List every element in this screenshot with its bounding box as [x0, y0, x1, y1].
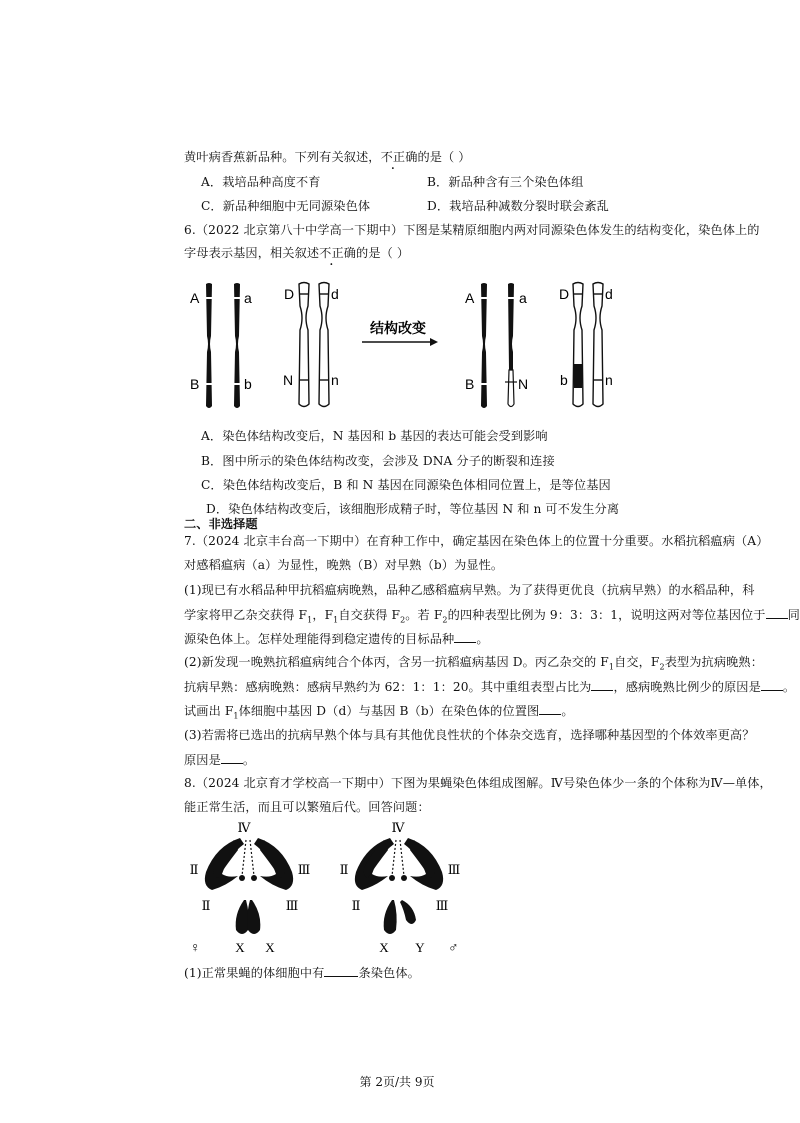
gene-label-n-after: n — [605, 372, 613, 388]
q6-stem-line1: 6.（2022 北京第八十中学高一下期中）下图是某精原细胞内两对同源染色体发生的结构变化，染色体上的 — [184, 223, 760, 237]
gene-label-b: b — [244, 376, 252, 392]
answer-blank[interactable] — [221, 751, 243, 764]
gene-label-B: B — [190, 376, 200, 392]
chromosome-pair-dn-before — [299, 283, 329, 407]
q7-line4: 学家将甲乙杂交获得 $F_1$，$F_1$自交获得 $F_2$。若 $F_2$的四种表型比例为 9：3：3：1，说明这两对等位基因位于 同 — [184, 608, 800, 625]
answer-blank[interactable] — [539, 702, 561, 715]
q5-option-c: C．新品种细胞中无同源染色体 — [201, 199, 371, 213]
q7-line6: (2)新发现一晚熟抗稻瘟病纯合个体丙，含另一抗稻瘟病基因 D。丙乙杂交的 $F_1$自交，$F_2$表型为抗病晚熟： — [184, 655, 763, 672]
gene-label-D: D — [284, 286, 295, 302]
gene-label-A: A — [190, 290, 200, 306]
q8-line2: 能正常生活，而且可以繁殖后代。回答问题： — [184, 800, 430, 814]
male-symbol: ♂ — [448, 941, 459, 956]
label-iv: Ⅳ — [237, 820, 251, 835]
male-chromosome-set — [340, 820, 461, 956]
answer-blank[interactable] — [324, 964, 358, 977]
q6-option-b: B．图中所示的染色体结构改变，会涉及 DNA 分子的断裂和连接 — [201, 454, 555, 468]
gene-label-A-after: A — [465, 290, 475, 306]
gene-label-a-after: a — [519, 290, 527, 306]
answer-blank[interactable] — [454, 630, 476, 643]
label-iii-lower-male: Ⅲ — [435, 898, 449, 913]
q5-option-a: A．栽培品种高度不育 — [201, 175, 321, 189]
answer-blank[interactable] — [766, 606, 788, 619]
fruit-fly-karyotype-figure — [182, 816, 482, 956]
gene-label-N: N — [283, 372, 294, 388]
label-ii-left-male: Ⅱ — [339, 862, 349, 877]
q6-stem-line2: 字母表示基因，相关叙述不正确的是（ ） — [184, 246, 410, 260]
emphasis-dot-1: 不正 — [380, 150, 406, 164]
emphasis-dot-2: 不正 — [319, 246, 344, 260]
q8-sub1: (1)正常果蝇的体细胞中有 条染色体。 — [184, 966, 420, 980]
chromosome-structure-figure — [180, 276, 620, 416]
answer-blank[interactable] — [591, 678, 613, 691]
page-footer: 第 2页/共 9页 — [359, 1075, 435, 1089]
q8-line1: 8.（2024 北京育才学校高一下期中）下图为果蝇染色体组成图解。Ⅳ号染色体少一条的个体称为Ⅳ—单体， — [184, 776, 772, 790]
label-iii-right: Ⅲ — [297, 862, 311, 877]
section-heading: 二、非选择题 — [184, 517, 258, 531]
gene-label-d: d — [331, 286, 339, 302]
label-iv-male: Ⅳ — [391, 820, 405, 835]
q7-line9: (3)若需将已选出的抗病早熟个体与具有其他优良性状的个体杂交选育，选择哪种基因型的个体效率更高？ — [184, 728, 755, 742]
label-iii-right-male: Ⅲ — [447, 862, 461, 877]
q7-line1: 7.（2024 北京丰台高一下期中）在育种工作中，确定基因在染色体上的位置十分重要。水稻抗稻瘟病（A） — [184, 534, 769, 548]
q7-line7: 抗病早熟：感病晚熟：感病早熟约为 62：1：1：20。其中重组表型占比为 ，感病晚熟比例少的原因是 。 — [184, 680, 796, 694]
label-ii-lower-male: Ⅱ — [351, 898, 361, 913]
chromosome-pair-ab-before — [190, 283, 252, 408]
chromosome-pair-ab-after — [476, 283, 519, 408]
label-x-male: X — [379, 940, 389, 955]
gene-label-N-after: N — [518, 376, 529, 392]
gene-label-a: a — [244, 290, 252, 306]
female-symbol: ♀ — [190, 941, 201, 956]
q7-line5: 源染色体上。怎样处理能得到稳定遗传的目标品种 。 — [184, 632, 489, 646]
label-y: Y — [415, 940, 425, 955]
q5-option-d: D．栽培品种减数分裂时联会紊乱 — [427, 199, 609, 213]
female-chromosome-set — [190, 820, 311, 956]
q6-option-d: D．染色体结构改变后，该细胞形成精子时，等位基因 N 和 n 可不发生分离 — [206, 502, 620, 516]
gene-label-B-after: B — [465, 376, 475, 392]
structure-change-arrow — [362, 320, 438, 346]
arrow-label: 结构改变 — [370, 320, 426, 336]
gene-label-n: n — [331, 372, 339, 388]
gene-label-d-after: d — [605, 286, 613, 302]
answer-blank[interactable] — [761, 678, 783, 691]
q6-option-a: A．染色体结构改变后，N 基因和 b 基因的表达可能会受到影响 — [201, 429, 548, 443]
label-iii-lower: Ⅲ — [285, 898, 299, 913]
gene-label-D-after: D — [559, 286, 570, 302]
q7-line2: 对感稻瘟病（a）为显性，晚熟（B）对早熟（b）为显性。 — [184, 558, 504, 572]
label-x1: X — [235, 940, 245, 955]
q7-line10: 原因是 。 — [184, 753, 256, 767]
q5-option-b: B．新品种含有三个染色体组 — [427, 175, 584, 189]
label-ii-left: Ⅱ — [189, 862, 199, 877]
label-ii-lower: Ⅱ — [201, 898, 211, 913]
q6-option-c: C．染色体结构改变后，B 和 N 基因在同源染色体相同位置上，是等位基因 — [201, 478, 611, 492]
q5-stem: 黄叶病香蕉新品种。下列有关叙述，不正确的是（ ） — [184, 150, 471, 164]
q7-line8: 试画出 $F_1$体细胞中基因 D（d）与基因 B（b）在染色体的位置图 。 — [184, 704, 574, 721]
gene-label-b-after: b — [560, 372, 568, 388]
label-x2: X — [265, 940, 275, 955]
q7-line3: (1)现已有水稻品种甲抗稻瘟病晚熟，品种乙感稻瘟病早熟。为了获得更优良（抗病早熟）的水稻品种，科 — [184, 583, 755, 597]
